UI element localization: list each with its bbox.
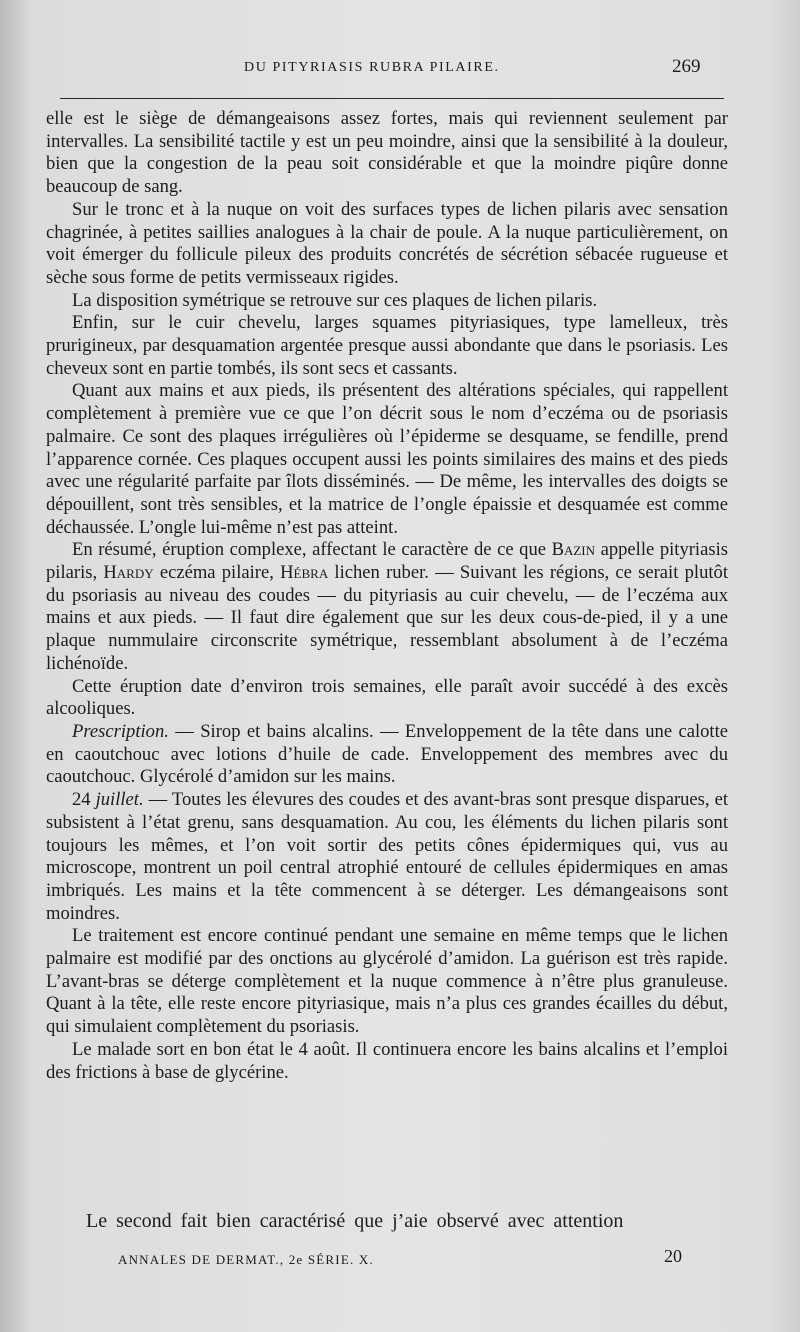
paragraph-5: Quant aux mains et aux pieds, ils présentent des altérations spéciales, qui rappellent complètement à première vue ce que l’on décrit sous le nom d’eczéma ou de psoriasis palmaire. Ce sont des plaques irrégulières où l’épiderme se desquame, se fendille, prend l’apparence cornée. Ces plaques occupent aussi les points similaires des mains et des pieds avec une régularité parfaite par îlots disséminés. — De même, les intervalles des doigts se dépouillent, sont très sensibles, et la matrice de l’ongle épaissie et desquamée est comme déchaussée. L’ongle lui-même n’est pas atteint.: [46, 380, 728, 538]
date-month: juillet.: [90, 789, 144, 811]
author-name-hardy: Hardy: [103, 562, 154, 584]
paragraph-6-text-4: lichen ruber. — Suivant les régions, ce serait plutôt du psoriasis au niveau des coudes — du pityriasis au cuir chevelu, — de l’eczéma aux mains et aux pieds. — Il faut dire également que sur les deux cous-de-pied, il y a une plaque nummulaire circonscrite symétrique, ressemblant absolument à de l’eczéma lichénoïde.: [46, 562, 728, 674]
paragraph-4: Enfin, sur le cuir chevelu, larges squames pityriasiques, type lamelleux, très prurigineux, par desquamation argentée presque aussi abondante que dans le psoriasis. Les cheveux sont en partie tombés, ils sont secs et cassants.: [46, 312, 728, 379]
paragraph-11: Le malade sort en bon état le 4 août. Il continuera encore les bains alcalins et l’emploi des frictions à base de glycérine.: [46, 1038, 728, 1083]
author-name-hebra: Hébra: [280, 562, 329, 584]
next-paragraph-start: Le second fait bien caractérisé que j’aie observé avec attention: [86, 1210, 624, 1232]
paragraph-1: elle est le siège de démangeaisons assez fortes, mais qui reviennent seulement par intervalles. La sensibilité tactile y est un peu moindre, ainsi que la sensibilité à la douleur, bien que la congestion de la peau soit considérable et que la moindre piqûre donne beaucoup de sang.: [46, 108, 728, 198]
date-day: 24: [72, 789, 91, 811]
author-name-bazin: Bazin: [551, 539, 596, 561]
signature-mark: 20: [664, 1246, 682, 1266]
paragraph-6-text-1: En résumé, éruption complexe, affectant le caractère de ce que: [72, 539, 552, 561]
header-rule: [60, 98, 724, 99]
paragraph-2: Sur le tronc et à la nuque on voit des surfaces types de lichen pilaris avec sensation chagrinée, à petites saillies analogues à la chair de poule. A la nuque particulièrement, on voit émerger du follicule pileux des produits concrétés de sécrétion sébacée rugueuse et sèche sous forme de petits vermisseaux rigides.: [46, 198, 728, 288]
paragraph-9: [46, 789, 728, 925]
date-entry-text: — Toutes les élevures des coudes et des avant-bras sont presque disparues, et subsistent à l’état grenu, sans desquamation. Au cou, les éléments du lichen pilaris sont toujours les mêmes, et l’on voit sortir des petits cônes épidermiques qui, vus au microscope, montrent un poil central atrophié entouré de cellules épidermiques en amas imbriqués. Les mains et la tête commencent à se déterger. Les démangeaisons sont moindres.: [46, 789, 728, 924]
paragraph-6: [46, 539, 728, 675]
page-number: 269: [672, 56, 701, 77]
paragraph-7: Cette éruption date d’environ trois semaines, elle paraît avoir succédé à des excès alcooliques.: [46, 675, 728, 720]
paragraph-3: La disposition symétrique se retrouve sur ces plaques de lichen pilaris.: [72, 289, 598, 311]
paragraph-6-text-2: appelle pityriasis pilaris,: [46, 539, 728, 584]
prescription-text: — Sirop et bains alcalins. — Enveloppement de la tête dans une calotte en caoutchouc avec lotions d’huile de cade. Enveloppement des membres avec du caoutchouc. Glycérolé d’amidon sur les mains.: [46, 720, 728, 788]
running-head: DU PITYRIASIS RUBRA PILAIRE.: [244, 60, 500, 75]
paragraph-10: Le traitement est encore continué pendant une semaine en même temps que le lichen palmaire est modifié par des onctions au glycérolé d’amidon. La guérison est très rapide. L’avant-bras se déterge complètement et la nuque commence à n’être plus granuleuse. Quant à la tête, elle reste encore pityriasique, mais n’a plus ces grandes écailles du début, qui simulaient complètement du psoriasis.: [46, 925, 728, 1038]
paragraph-8: [46, 721, 728, 789]
paragraph-6-text-3: eczéma pilaire,: [153, 562, 281, 584]
body-text: [46, 108, 728, 1084]
prescription-heading: Prescription.: [72, 720, 169, 742]
journal-footer: ANNALES DE DERMAT., 2e SÉRIE. X.: [118, 1252, 374, 1267]
